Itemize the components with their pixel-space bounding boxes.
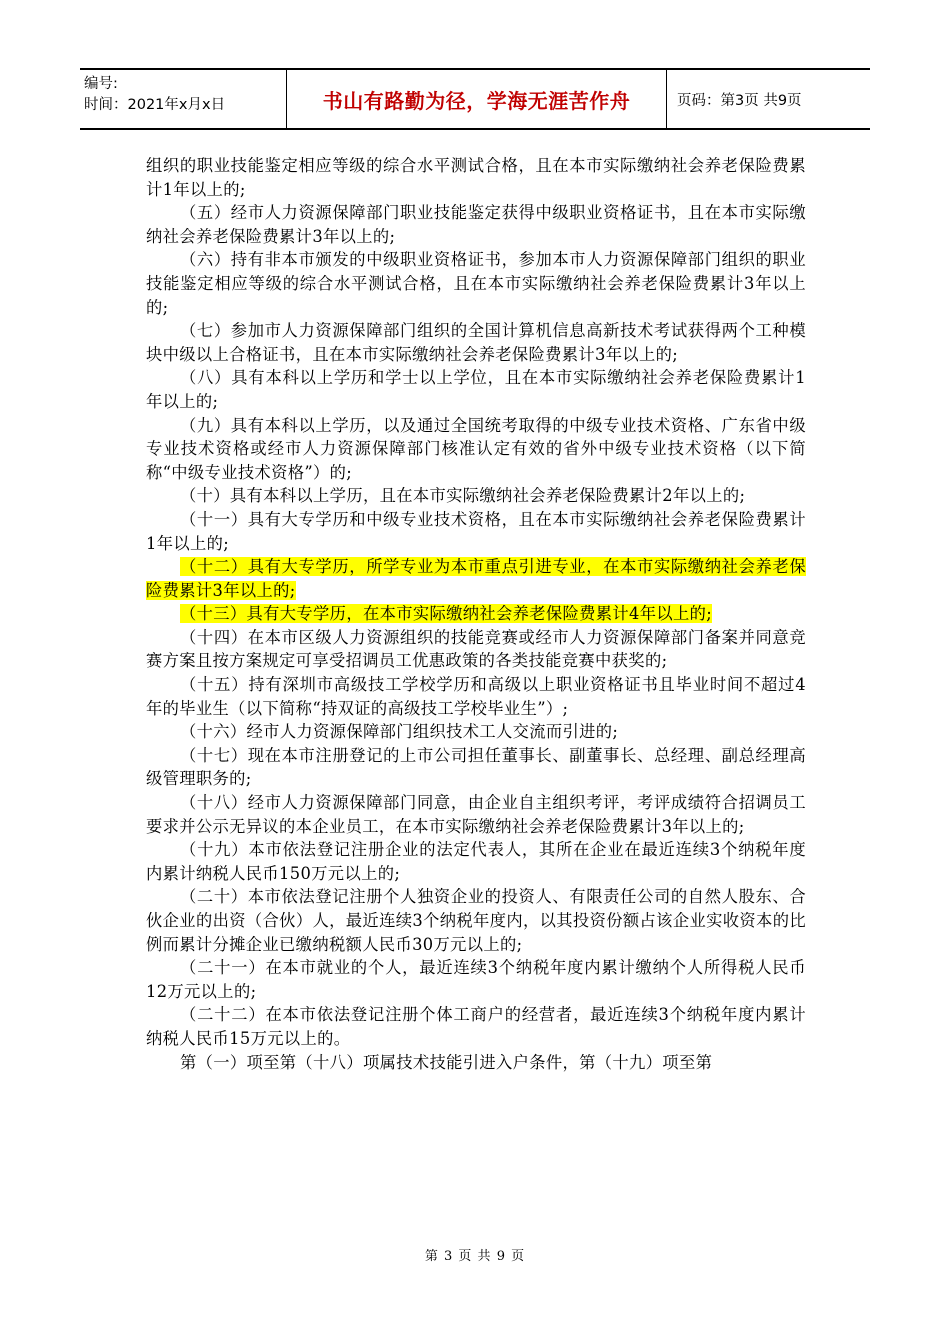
document-body [146,154,806,1074]
paragraph: 第（一）项至第（十八）项属技术技能引进入户条件，第（十九）项至第 [180,1052,713,1072]
paragraph: （十七）现在本市注册登记的上市公司担任董事长、副董事长、总经理、副总经理高级管理职务的; [146,745,806,789]
paragraph: （二十一）在本市就业的个人，最近连续3个纳税年度内累计缴纳个人所得税人民币12万元以上的; [146,958,806,1001]
paragraph: （八）具有本科以上学历和学士以上学位，且在本市实际缴纳社会养老保险费累计1年以上的; [146,368,806,411]
paragraph [146,602,806,626]
header-motto: 书山有路勤为径，学海无涯苦作舟 [287,70,667,128]
paragraph: （十八）经市人力资源保障部门同意，由企业自主组织考评，考评成绩符合招调员工要求并公示无异议的本企业员工，在本市实际缴纳社会养老保险费累计3年以上的; [146,793,806,836]
paragraph: （十四）在本市区级人力资源组织的技能竞赛或经市人力资源保障部门备案并同意竞赛方案且按方案规定可享受招调员工优惠政策的各类技能竞赛中获奖的; [146,627,806,671]
paragraph: （九）具有本科以上学历，以及通过全国统考取得的中级专业技术资格、广东省中级专业技术资格或经市人力资源保障部门核准认定有效的省外中级专业技术资格（以下简称“中级专业技术资格”）的; [146,415,806,482]
paragraph: （七）参加市人力资源保障部门组织的全国计算机信息高新技术考试获得两个工种模块中级以上合格证书，且在本市实际缴纳社会养老保险费累计3年以上的; [146,321,806,364]
paragraph: （十五）持有深圳市高级技工学校学历和高级以上职业资格证书且毕业时间不超过4年的毕业生（以下简称“持双证的高级技工学校毕业生”）; [146,675,806,718]
header-meta [80,70,287,128]
paragraph [146,555,806,602]
page-footer: 第 3 页 共 9 页 [424,1249,526,1264]
paragraph: （十九）本市依法登记注册企业的法定代表人，其所在企业在最近连续3个纳税年度内累计纳税人民币150万元以上的; [146,840,806,883]
paragraph: （十六）经市人力资源保障部门组织技术工人交流而引进的; [180,722,619,742]
paragraph: 组织的职业技能鉴定相应等级的综合水平测试合格，且在本市实际缴纳社会养老保险费累计1年以上的; [146,156,806,199]
header-page-label: 页码：第3页 共9页 [677,92,802,109]
paragraph: （二十）本市依法登记注册个人独资企业的投资人、有限责任公司的自然人股东、合伙企业的出资（合伙）人，最近连续3个纳税年度内，以其投资份额占该企业实收资本的比例而累计分摊企业已缴纳税额人民币30万元以上的; [146,887,806,954]
paragraph: （六）持有非本市颁发的中级职业资格证书，参加本市人力资源保障部门组织的职业技能鉴定相应等级的综合水平测试合格，且在本市实际缴纳社会养老保险费累计3年以上的; [146,250,806,317]
paragraph: （五）经市人力资源保障部门职业技能鉴定获得中级职业资格证书，且在本市实际缴纳社会养老保险费累计3年以上的; [146,203,806,246]
paragraph: （二十二）在本市依法登记注册个体工商户的经营者，最近连续3个纳税年度内累计纳税人民币15万元以上的。 [146,1005,806,1048]
paragraph: （十一）具有大专学历和中级专业技术资格，且在本市实际缴纳社会养老保险费累计1年以上的; [146,509,806,553]
paragraph: （十）具有本科以上学历，且在本市实际缴纳社会养老保险费累计2年以上的; [180,486,746,506]
highlighted-text: （十二）具有大专学历，所学专业为本市重点引进专业，在本市实际缴纳社会养老保险费累计3年以上的; [146,557,806,600]
highlighted-text: （十三）具有大专学历，在本市实际缴纳社会养老保险费累计4年以上的; [180,604,713,624]
document-time-label: 时间：2021年x月x日 [84,97,226,113]
document-number-label: 编号: [84,76,118,92]
page-header [80,68,870,130]
